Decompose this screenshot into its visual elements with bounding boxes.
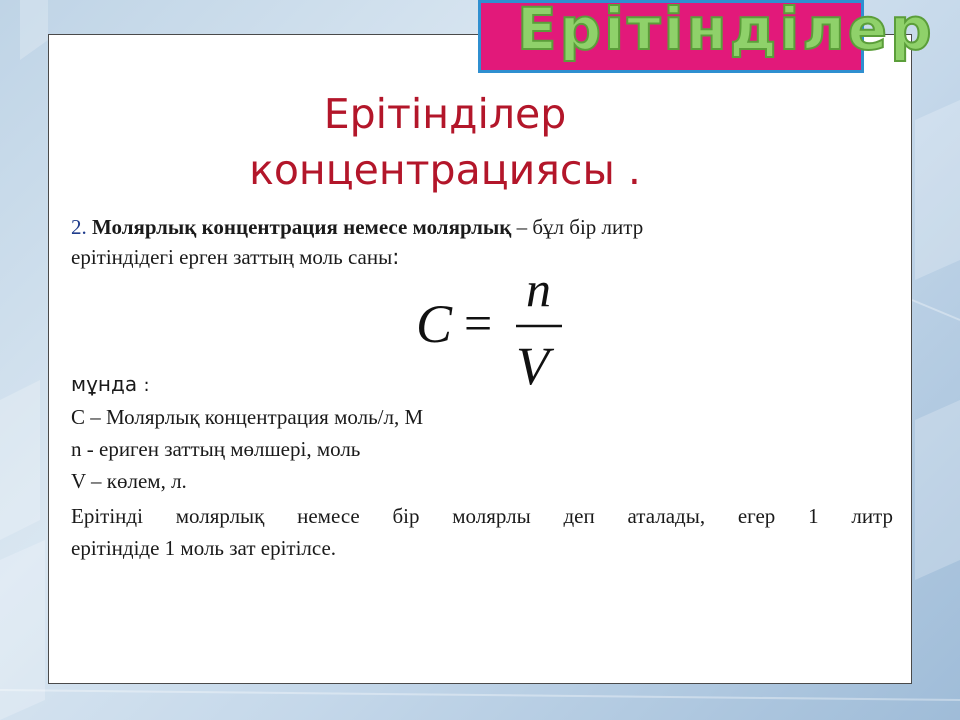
note-line-1: Ерітінді молярлық немесе бір молярлы деп аталады, егер 1 литр: [71, 504, 893, 528]
definition-rest-2: ерітіндідегі ерген заттың моль саны: [71, 245, 393, 269]
legend-n: n - ериген заттың мөлшері, моль: [71, 437, 361, 461]
title-badge: [478, 0, 935, 73]
legend-c: С – Молярлық концентрация моль/л, М: [71, 405, 424, 429]
legend-v: V – көлем, л.: [71, 469, 187, 493]
note-line-2: ерітіндіде 1 моль зат ерітілсе.: [71, 536, 337, 560]
definition-colon: :: [392, 245, 400, 269]
where-word: мұнда: [71, 372, 138, 396]
definition-rest-1: – бұл бір литр: [511, 215, 644, 239]
where-colon: :: [143, 375, 150, 396]
where-label: [71, 372, 150, 396]
title-line-1: Ерітінділер: [323, 90, 567, 138]
formula-lhs: C: [416, 294, 453, 354]
formula-denominator: V: [516, 336, 549, 396]
definition-term: Молярлық концентрация немесе молярлық: [92, 215, 512, 239]
formula-numerator: n: [526, 261, 551, 317]
definition-paragraph: [71, 212, 831, 272]
note-paragraph: [71, 500, 893, 564]
page-title: [190, 86, 700, 198]
molarity-formula: [416, 261, 576, 400]
title-line-2: концентрациясы .: [249, 146, 641, 194]
formula-equals: =: [464, 295, 493, 351]
definition-number: 2.: [71, 215, 87, 239]
badge-text: Ерітінділер: [517, 0, 935, 63]
